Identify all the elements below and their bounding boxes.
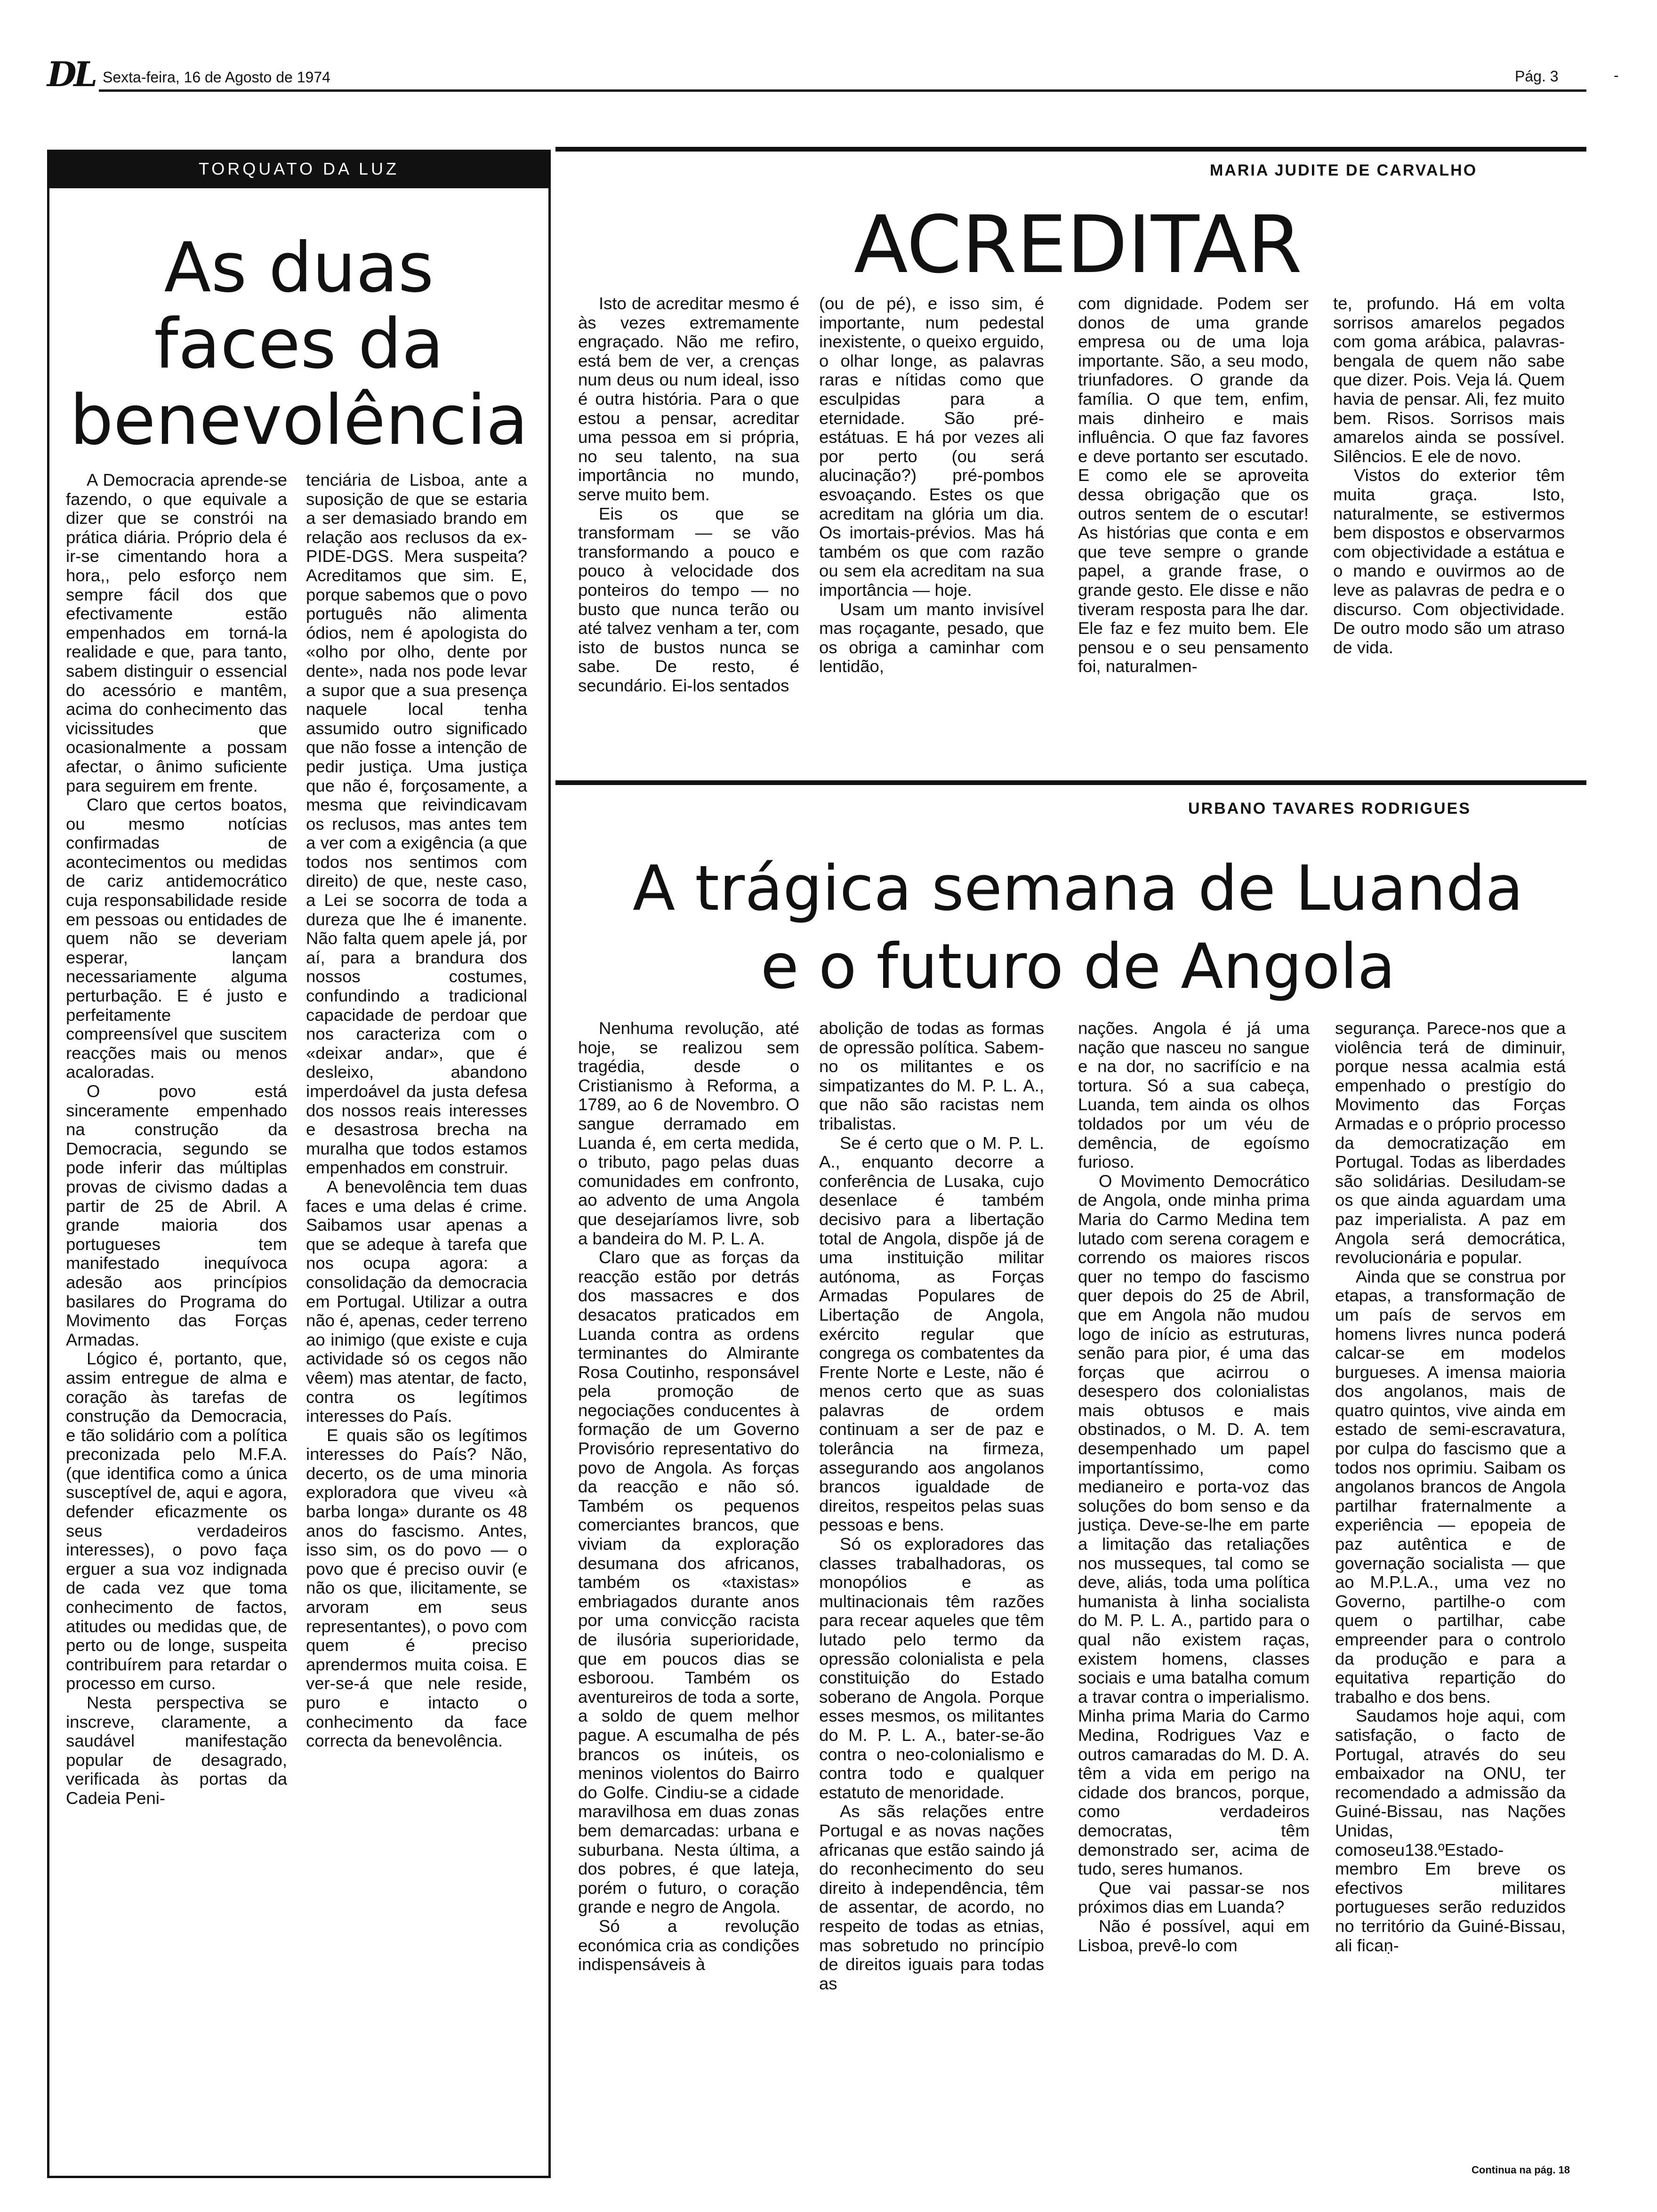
bottom-article-column-1 <box>578 1019 799 2181</box>
continued-note: Continua na pág. 18 <box>1472 2164 1570 2176</box>
left-article-column-2 <box>306 471 527 2156</box>
bottom-article-rule <box>555 780 1586 785</box>
paragraph: As sãs relações entre Portugal e as novas nações africanas que estão saindo já do reconhecimento do seu direito à independência, têm de assentar, de acordo, no respeito de todas as etnias, mas sobretudo no princípio de direitos iguais para todas as <box>819 1802 1044 1993</box>
left-article-title <box>66 230 532 458</box>
page-number: Pág. 3 <box>1515 68 1559 85</box>
issue-date: Sexta-feira, 16 de Agosto de 1974 <box>103 69 330 86</box>
top-article-title: ACREDITAR <box>853 199 1303 291</box>
left-article-author: TORQUATO DA LUZ <box>198 159 400 178</box>
paragraph: Saudamos hoje aqui, com satisfação, o facto de Portugal, através do seu embaixador na ONU, ter recomendado a admissão da Guiné-Bissau, nas Nações Unidas, comoseu138.ºEstado-membro Em breve os efectivos militares portugueses serão reduzidos no território da Guiné-Bissau, ali ficaṇ- <box>1335 1706 1566 1955</box>
paragraph: O povo está sinceramente empenhado na construção da Democracia, segundo se pode inferir das múltiplas provas de civismo dadas a partir de 25 de Abril. A grande maioria dos portugueses tem manifestado inequívoca adesão aos princípios basilares do Programa do Movimento das Forças Armadas. <box>66 1082 287 1349</box>
top-article-rule <box>555 147 1586 152</box>
paragraph: A Democracia aprende-se fazendo, o que equivale a dizer que se constrói na prática diária. Próprio dela é ir-se cimentando hora a hora,, pelo esforço nem sempre fácil dos que efectivamente estão empenhados em torná-la realidade e que, para tanto, sabem distinguir o essencial do acessório e mantêm, acima do conhecimento das vicissitudes que ocasionalmente a possam afectar, o ânimo suficiente para seguirem em frente. <box>66 471 287 795</box>
masthead-logo: DL <box>47 54 95 94</box>
bottom-article-author: URBANO TAVARES RODRIGUES <box>1188 800 1471 817</box>
paragraph: E quais são os legítimos interesses do País? Não, decerto, os de uma minoria exploradora que viveu «à barba longa» durante os 48 anos do fascismo. Antes, isso sim, os do povo — o povo que é preciso ouvir (e não os que, ilicitamente, se arvoram em seus representantes), o povo com quem é preciso aprendermos muita coisa. E ver-se-á que nele reside, puro e intacto o conhecimento da face correcta da benevolência. <box>306 1425 527 1751</box>
paragraph: tenciária de Lisboa, ante a suposição de que se estaria a ser demasiado brando em relação aos reclusos da ex-PIDE-DGS. Mera suspeita? Acreditamos que sim. E, porque sabemos que o povo português não alimenta ódios, nem é apologista do «olho por olho, dente por dente», nada nos pode levar a supor que a sua presença naquele local tenha assumido outro significado que não fosse a intenção de pedir justiça. Uma justiça que não é, forçosamente, a mesma que reivindicavam os reclusos, mas antes tem a ver com a exigência (a que todos nos sentimos com direito) de que, neste caso, a Lei se socorra de toda a dureza que lhe é imanente. Não falta quem apele já, por aí, para a brandura dos nossos costumes, confundindo a tradicional capacidade de perdoar que nos caracteriza com o «deixar andar», que é desleixo, abandono imperdoável da justa defesa dos nossos reais interesses e desastrosa brecha na muralha que todos estamos empenhados em construir. <box>306 471 527 1178</box>
paragraph: Não é possível, aqui em Lisboa, prevê-lo com <box>1078 1916 1310 1955</box>
paragraph: Nesta perspectiva se inscreve, claramente, a saudável manifestação popular de desagrado, verificada às portas da Cadeia Peni- <box>66 1693 287 1808</box>
top-article-author: MARIA JUDITE DE CARVALHO <box>1210 161 1478 179</box>
bottom-title-line-1: A trágica semana de Luanda <box>632 852 1524 925</box>
paragraph: Lógico é, portanto, que, assim entregue de alma e coração às tarefas de construção da Democracia, e tão solidário com a política preconizada pelo M.F.A. (que identifica como a única susceptível de, aqui e agora, defender eficazmente os seus verdadeiros interesses), o povo faça erguer a sua voz indignada de cada vez que toma conhecimento de factos, atitudes ou medidas que, de perto ou de longe, suspeita contribuírem para retardar o processo em curso. <box>66 1349 287 1693</box>
left-title-line-1: As duas <box>164 228 434 308</box>
paragraph: A benevolência tem duas faces e uma delas é crime. Saibamos usar apenas a que se adeque à tarefa que nos ocupa agora: a consolidação da democracia em Portugal. Utilizar a outra não é, apenas, ceder terreno ao inimigo (que existe e cuja actividade só os cegos não vêem) mas atentar, de facto, contra os legítimos interesses do País. <box>306 1177 527 1426</box>
bottom-article-column-4 <box>1335 1019 1566 2158</box>
bottom-article-column-2 <box>819 1019 1044 2181</box>
left-title-line-2: faces da <box>154 304 444 384</box>
paragraph: abolição de todas as formas de opressão política. Sabem-no os militantes e os simpatizantes do M. P. L. A., que não são racistas nem tribalistas. <box>819 1019 1044 1133</box>
paragraph: segurança. Parece-nos que a violência terá de diminuir, porque nessa acalmia está empenhado o prestígio do Movimento das Forças Armadas e o próprio processo da democratização em Portugal. Todas as liberdades são solidárias. Desiludam-se os que ainda aguardam uma paz imperialista. A paz em Angola será democrática, revolucionária e popular. <box>1335 1019 1566 1267</box>
top-article-column-2 <box>819 294 1044 760</box>
paragraph: com dignidade. Podem ser donos de uma grande empresa ou de uma loja importante. São, a seu modo, triunfadores. O grande da família. O que tem, enfim, mais dinheiro e mais influência. O que faz favores e deve portanto ser escutado. E como ele se aproveita dessa obrigação que os outros sentem de o escutar! As histórias que conta e em que teve sempre o grande papel, a grande frase, o grande gesto. Ele disse e não tiveram resposta para lhe dar. Ele faz e fez muito bem. Ele pensou e o seu pensamento foi, naturalmen- <box>1078 294 1309 676</box>
paragraph: Nenhuma revolução, até hoje, se realizou sem tragédia, desde o Cristianismo à Reforma, a 1789, ao 6 de Novembro. O sangue derramado em Luanda é, em certa medida, o tributo, pago pelas duas comunidades em confronto, ao advento de uma Angola que desejaríamos livre, sob a bandeira do M. P. L. A. <box>578 1019 799 1248</box>
header-dash: - <box>1614 67 1619 84</box>
paragraph: Usam um manto invisível mas roçagante, pesado, que os obriga a caminhar com lentidão, <box>819 599 1044 676</box>
header-rule <box>99 89 1586 92</box>
paragraph: Ainda que se construa por etapas, a transformação de um país de servos em homens livres nunca poderá calcar-se em modelos burgueses. A imensa maioria dos angolanos, mais de quatro quintos, vive ainda em estado de semi-escravatura, por culpa do fascismo que a todos nos oprimiu. Saibam os angolanos brancos de Angola partilhar fraternalmente a experiência — epopeia de paz autêntica e de governação socialista — que ao M.P.L.A., uma vez no Governo, partilhe-o com quem o partilhar, cabe empreender para o controlo da produção e para a equitativa repartição do trabalho e dos bens. <box>1335 1266 1566 1707</box>
paragraph: Vistos do exterior têm muita graça. Isto, naturalmente, se estivermos bem dispostos e observarmos com objectividade a estátua e o mando e ouvirmos ao de leve as palavras de pedra e o discurso. Com objectividade. De outro modo são um atraso de vida. <box>1333 465 1565 657</box>
left-title-line-3: benevolência <box>70 380 528 460</box>
top-article-column-3 <box>1078 294 1309 760</box>
paragraph: Isto de acreditar mesmo é às vezes extremamente engraçado. Não me refiro, está bem de ver, a crenças num deus ou num ideal, isso é outra história. Para o que estou a pensar, acreditar uma pessoa em si própria, no seu talento, na sua importância no mundo, serve muito bem. <box>578 294 799 504</box>
paragraph: Eis os que se transformam — se vão transformando a pouco e pouco à velocidade dos ponteiros do tempo — no busto que nunca terão ou até talvez venham a ter, com isto de bustos nunca se sabe. De resto, é secundário. Ei-los sentados <box>578 504 799 695</box>
paragraph: O Movimento Democrático de Angola, onde minha prima Maria do Carmo Medina tem lutado com serena coragem e correndo os maiores riscos quer no tempo do fascismo quer depois do 25 de Abril, que em Angola não mudou logo de início as estruturas, senão para pior, é uma das forças que acirrou o desespero dos colonialistas mais obtusos e mais obstinados, o M. D. A. tem desempenhado um papel importantíssimo, como medianeiro e porta-voz das soluções do bom senso e da justiça. Deve-se-lhe em parte a limitação das retaliações nos musseques, tal como se deve, aliás, toda uma política humanista à linha socialista do M. P. L. A., partido para o qual não existem raças, existem homens, classes sociais e uma batalha comum a travar contra o imperialismo. Minha prima Maria do Carmo Medina, Rodrigues Vaz e outros camaradas do M. D. A. têm a vida em perigo na cidade dos brancos, porque, como verdadeiros democratas, têm demonstrado ser, acima de tudo, seres humanos. <box>1078 1171 1310 1879</box>
top-article-column-4 <box>1333 294 1565 760</box>
paragraph: Claro que certos boatos, ou mesmo notícias confirmadas de acontecimentos ou medidas de cariz antidemocrático cuja responsabilidade reside em pessoas ou entidades de quem não se deveriam esperar, lançam necessariamente alguma perturbação. E é justo e perfeitamente compreensível que suscitem reacções mais ou menos acaloradas. <box>66 795 287 1082</box>
bottom-title-line-2: e o futuro de Angola <box>760 930 1396 1003</box>
paragraph: nações. Angola é já uma nação que nasceu no sangue e na dor, no sacrifício e na tortura. Só a sua cabeça, Luanda, tem ainda os olhos toldados por um véu de demência, de egoísmo furioso. <box>1078 1019 1310 1172</box>
paragraph: (ou de pé), e isso sim, é importante, num pedestal inexistente, o queixo erguido, o olhar longe, as palavras raras e nítidas como que esculpidas para a eternidade. São pré-estátuas. E há por vezes ali por perto (ou será alucinação?) pré-pombos esvoaçando. Estes os que acreditam na glória um dia. Os imortais-prévios. Mas há também os que com razão ou sem ela acreditam na sua importância — hoje. <box>819 294 1044 600</box>
paragraph: Só os exploradores das classes trabalhadoras, os monopólios e as multinacionais têm razões para recear aqueles que têm lutado pelo termo da opressão colonialista e pela constituição do Estado soberano de Angola. Porque esses mesmos, os militantes do M. P. L. A., bater-se-ão contra o neo-colonialismo e contra todo e qualquer estatuto de menoridade. <box>819 1534 1044 1802</box>
bottom-article-column-3 <box>1078 1019 1310 2181</box>
paragraph: Se é certo que o M. P. L. A., enquanto decorre a conferência de Lusaka, cujo desenlace é também decisivo para a libertação total de Angola, dispõe já de uma instituição militar autónoma, as Forças Armadas Populares de Libertação de Angola, exército regular que congrega os combatentes da Frente Norte e Leste, não é menos certo que as suas palavras de ordem continuam a ser de paz e tolerância na firmeza, assegurando aos angolanos brancos igualdade de direitos, respeitos pelas suas pessoas e bens. <box>819 1133 1044 1535</box>
paragraph: te, profundo. Há em volta sorrisos amarelos pegados com goma arábica, palavras-bengala de quem não sabe que dizer. Pois. Veja lá. Quem havia de pensar. Ali, fez muito bem. Risos. Sorrisos mais amarelos ainda se possível. Silêncios. E ele de novo. <box>1333 294 1565 466</box>
paragraph: Só a revolução económica cria as condições indispensáveis à <box>578 1916 799 1974</box>
paragraph: Claro que as forças da reacção estão por detrás dos massacres e dos desacatos praticados em Luanda contra as ordens terminantes do Almirante Rosa Coutinho, responsável pela promoção de negociações conducentes à formação de um Governo Provisório representativo do povo de Angola. As forças da reacção e não só. Também os pequenos comerciantes brancos, que viviam da exploração desumana dos africanos, também os «taxistas» embriagados durante anos por uma convicção racista de ilusória superioridade, que em poucos dias se esboroou. Também os aventureiros de toda a sorte, a soldo de quem melhor pague. A escumalha de pés brancos os inúteis, os meninos violentos do Bairro do Golfe. Cindiu-se a cidade maravilhosa em duas zonas bem demarcadas: urbana e suburbana. Nesta última, a dos pobres, é que lateja, porém o futuro, o coração grande e negro de Angola. <box>578 1248 799 1917</box>
top-article-column-1 <box>578 294 799 760</box>
bottom-article-title <box>565 850 1591 1006</box>
paragraph: Que vai passar-se nos próximos dias em Luanda? <box>1078 1878 1310 1917</box>
left-article-column-1 <box>66 471 287 2156</box>
